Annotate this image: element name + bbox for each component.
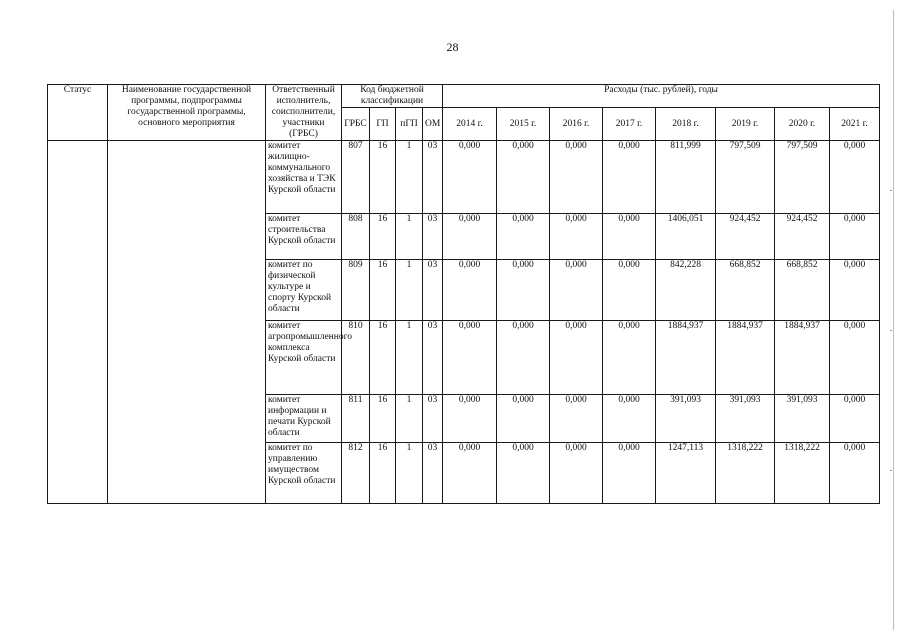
value-cell: 668,852 bbox=[716, 260, 775, 321]
value-cell: 0,000 bbox=[550, 443, 603, 504]
code-pgp-cell: 1 bbox=[396, 260, 423, 321]
value-cell: 1884,937 bbox=[775, 321, 830, 395]
header-responsible: Ответственный исполнитель, соисполнители, участники (ГРБС) bbox=[266, 85, 342, 141]
scan-mark bbox=[890, 190, 892, 191]
value-cell: 391,093 bbox=[656, 395, 716, 443]
value-cell: 0,000 bbox=[497, 321, 550, 395]
header-year: 2014 г. bbox=[443, 108, 497, 141]
value-cell: 0,000 bbox=[497, 141, 550, 214]
code-gp-cell: 16 bbox=[370, 321, 396, 395]
header-year: 2017 г. bbox=[603, 108, 656, 141]
executor-cell: комитет информации и печати Курской области bbox=[266, 395, 342, 443]
value-cell: 0,000 bbox=[550, 395, 603, 443]
value-cell: 0,000 bbox=[443, 260, 497, 321]
scan-mark bbox=[890, 470, 892, 471]
header-code-gp: ГП bbox=[370, 108, 396, 141]
code-grbs-cell: 812 bbox=[342, 443, 370, 504]
header-code-om: ОМ bbox=[423, 108, 443, 141]
value-cell: 811,999 bbox=[656, 141, 716, 214]
page-number: 28 bbox=[446, 40, 459, 54]
header-year: 2021 г. bbox=[830, 108, 880, 141]
code-pgp-cell: 1 bbox=[396, 443, 423, 504]
budget-table bbox=[47, 84, 880, 504]
code-om-cell: 03 bbox=[423, 141, 443, 214]
value-cell: 0,000 bbox=[603, 141, 656, 214]
program-name-cell bbox=[108, 141, 266, 504]
value-cell: 0,000 bbox=[550, 141, 603, 214]
code-om-cell: 03 bbox=[423, 260, 443, 321]
value-cell: 391,093 bbox=[716, 395, 775, 443]
value-cell: 0,000 bbox=[550, 321, 603, 395]
executor-cell: комитет агропромышленного комплекса Курской области bbox=[266, 321, 342, 395]
scan-mark bbox=[890, 330, 892, 331]
value-cell: 0,000 bbox=[603, 260, 656, 321]
code-grbs-cell: 811 bbox=[342, 395, 370, 443]
executor-cell: комитет по управлению имуществом Курской области bbox=[266, 443, 342, 504]
value-cell: 0,000 bbox=[443, 214, 497, 260]
header-year: 2018 г. bbox=[656, 108, 716, 141]
value-cell: 0,000 bbox=[830, 321, 880, 395]
header-expenses: Расходы (тыс. рублей), годы bbox=[443, 85, 880, 108]
code-pgp-cell: 1 bbox=[396, 395, 423, 443]
value-cell: 0,000 bbox=[830, 141, 880, 214]
value-cell: 1406,051 bbox=[656, 214, 716, 260]
value-cell: 0,000 bbox=[550, 260, 603, 321]
code-grbs-cell: 808 bbox=[342, 214, 370, 260]
header-budget-code: Код бюджетной классификации bbox=[342, 85, 443, 108]
value-cell: 1884,937 bbox=[716, 321, 775, 395]
code-om-cell: 03 bbox=[423, 395, 443, 443]
header-name: Наименование государственной программы, подпрограммы государственной программы, основного мероприятия bbox=[108, 85, 266, 141]
value-cell: 1318,222 bbox=[775, 443, 830, 504]
value-cell: 0,000 bbox=[443, 321, 497, 395]
value-cell: 0,000 bbox=[497, 214, 550, 260]
value-cell: 0,000 bbox=[443, 141, 497, 214]
value-cell: 668,852 bbox=[775, 260, 830, 321]
code-grbs-cell: 809 bbox=[342, 260, 370, 321]
value-cell: 797,509 bbox=[775, 141, 830, 214]
code-gp-cell: 16 bbox=[370, 141, 396, 214]
header-code-pgp: пГП bbox=[396, 108, 423, 141]
code-om-cell: 03 bbox=[423, 321, 443, 395]
code-om-cell: 03 bbox=[423, 443, 443, 504]
code-grbs-cell: 807 bbox=[342, 141, 370, 214]
value-cell: 924,452 bbox=[716, 214, 775, 260]
value-cell: 391,093 bbox=[775, 395, 830, 443]
code-grbs-cell: 810 bbox=[342, 321, 370, 395]
value-cell: 0,000 bbox=[497, 395, 550, 443]
header-year: 2020 г. bbox=[775, 108, 830, 141]
code-pgp-cell: 1 bbox=[396, 141, 423, 214]
value-cell: 0,000 bbox=[497, 443, 550, 504]
value-cell: 0,000 bbox=[830, 443, 880, 504]
value-cell: 0,000 bbox=[497, 260, 550, 321]
value-cell: 0,000 bbox=[603, 214, 656, 260]
code-gp-cell: 16 bbox=[370, 395, 396, 443]
executor-cell: комитет по физической культуре и спорту Курской области bbox=[266, 260, 342, 321]
header-code-grbs: ГРБС bbox=[342, 108, 370, 141]
value-cell: 797,509 bbox=[716, 141, 775, 214]
header-row-1 bbox=[48, 85, 880, 108]
value-cell: 0,000 bbox=[443, 443, 497, 504]
executor-cell: комитет жилищно-коммунального хозяйства и ТЭК Курской области bbox=[266, 141, 342, 214]
header-year: 2019 г. bbox=[716, 108, 775, 141]
code-om-cell: 03 bbox=[423, 214, 443, 260]
code-gp-cell: 16 bbox=[370, 443, 396, 504]
value-cell: 0,000 bbox=[830, 260, 880, 321]
value-cell: 0,000 bbox=[830, 214, 880, 260]
code-pgp-cell: 1 bbox=[396, 214, 423, 260]
status-cell bbox=[48, 141, 108, 504]
value-cell: 0,000 bbox=[830, 395, 880, 443]
value-cell: 0,000 bbox=[603, 443, 656, 504]
value-cell: 1884,937 bbox=[656, 321, 716, 395]
header-status: Статус bbox=[48, 85, 108, 141]
value-cell: 924,452 bbox=[775, 214, 830, 260]
value-cell: 842,228 bbox=[656, 260, 716, 321]
header-year: 2015 г. bbox=[497, 108, 550, 141]
header-year: 2016 г. bbox=[550, 108, 603, 141]
value-cell: 0,000 bbox=[603, 321, 656, 395]
code-pgp-cell: 1 bbox=[396, 321, 423, 395]
code-gp-cell: 16 bbox=[370, 260, 396, 321]
value-cell: 0,000 bbox=[550, 214, 603, 260]
value-cell: 1318,222 bbox=[716, 443, 775, 504]
value-cell: 0,000 bbox=[443, 395, 497, 443]
scan-edge-line bbox=[893, 10, 894, 630]
executor-cell: комитет строительства Курской области bbox=[266, 214, 342, 260]
table-row bbox=[48, 141, 880, 214]
value-cell: 0,000 bbox=[603, 395, 656, 443]
value-cell: 1247,113 bbox=[656, 443, 716, 504]
code-gp-cell: 16 bbox=[370, 214, 396, 260]
